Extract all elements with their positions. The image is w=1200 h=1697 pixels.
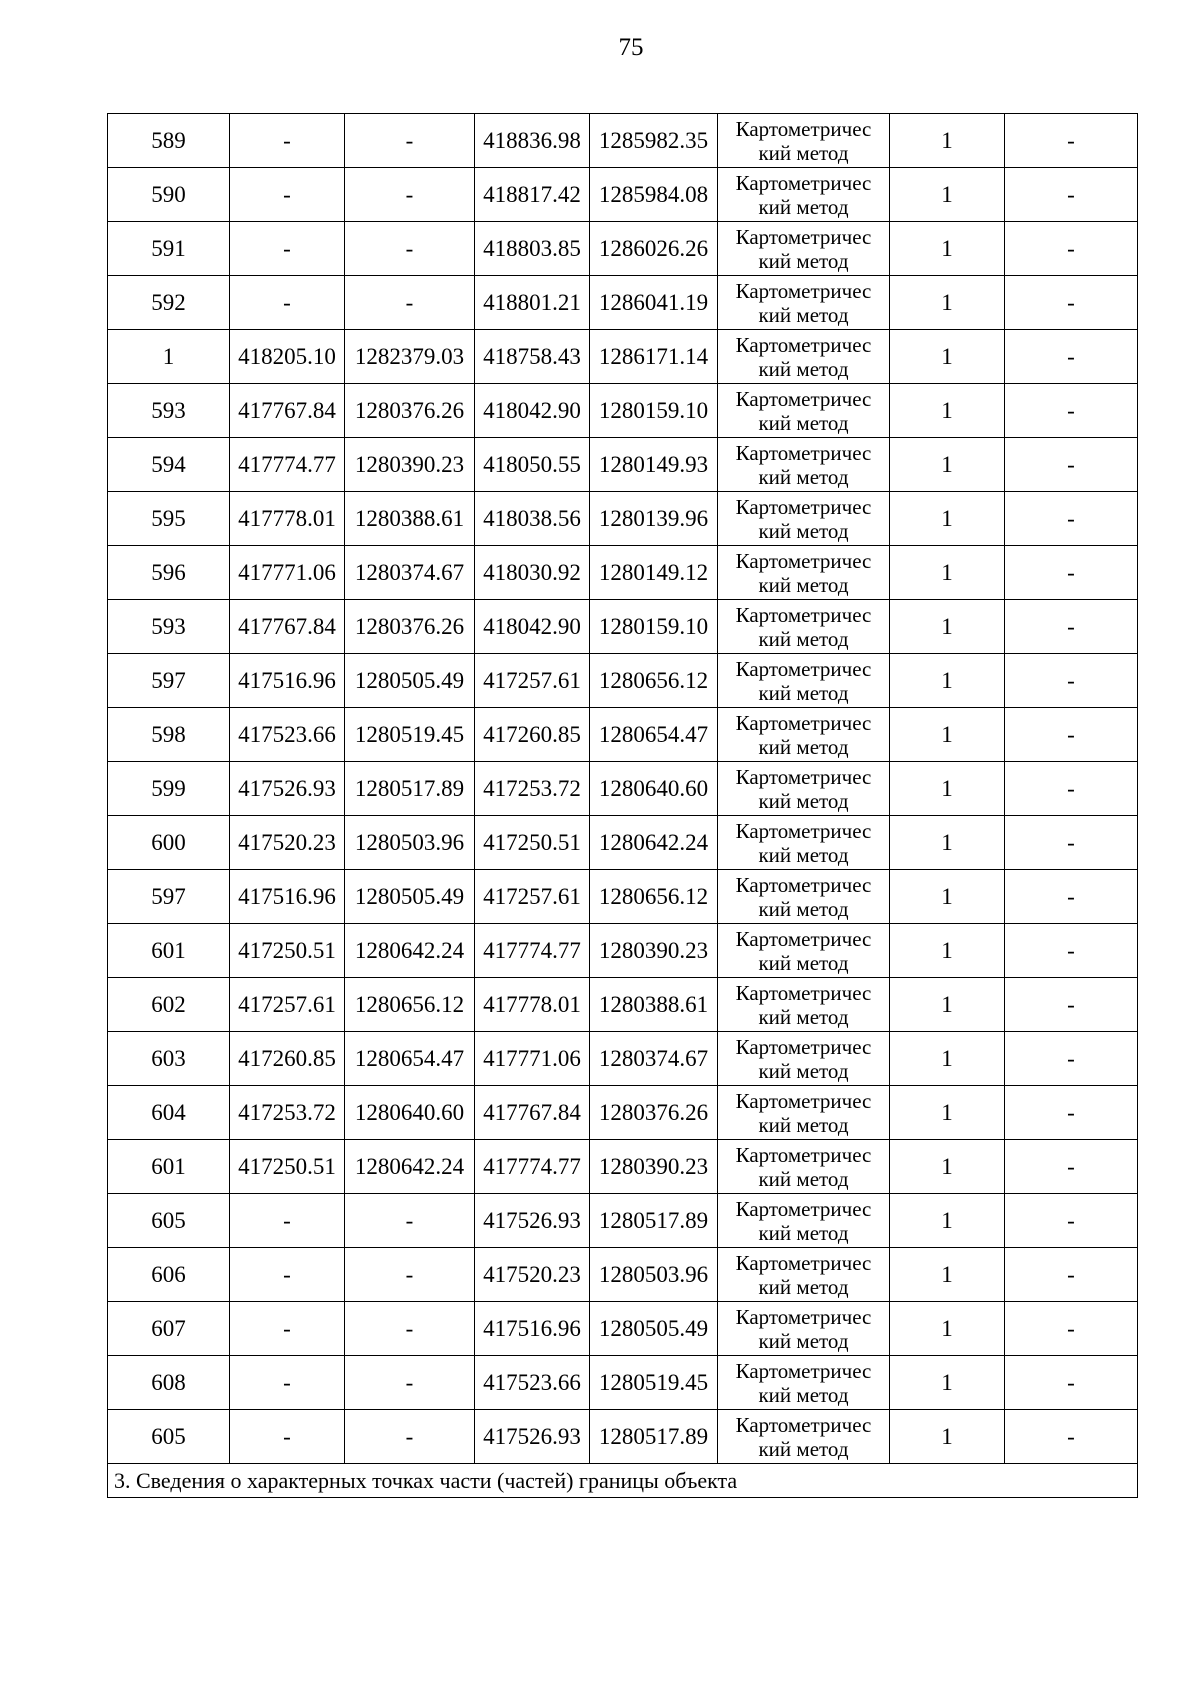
- old-x-cell: 417774.77: [230, 438, 345, 492]
- method-line-2: кий метод: [758, 680, 849, 705]
- method-line-1: Картометричес: [735, 1088, 872, 1113]
- description-cell: -: [1005, 330, 1138, 384]
- new-y-cell: 1280149.12: [590, 546, 718, 600]
- accuracy-cell: 1: [890, 1194, 1005, 1248]
- method-cell: [718, 114, 890, 168]
- old-x-cell: -: [230, 168, 345, 222]
- old-x-cell: 417257.61: [230, 978, 345, 1032]
- new-x-cell: 418042.90: [475, 600, 590, 654]
- old-x-cell: 417526.93: [230, 762, 345, 816]
- old-y-cell: 1280654.47: [345, 1032, 475, 1086]
- method-line-1: Картометричес: [735, 1250, 872, 1275]
- method-line-2: кий метод: [758, 410, 849, 435]
- method-line-1: Картометричес: [735, 872, 872, 897]
- new-y-cell: 1286041.19: [590, 276, 718, 330]
- new-x-cell: 417526.93: [475, 1194, 590, 1248]
- new-y-cell: 1280159.10: [590, 600, 718, 654]
- point-number-cell: 598: [108, 708, 230, 762]
- new-x-cell: 417257.61: [475, 654, 590, 708]
- new-x-cell: 417767.84: [475, 1086, 590, 1140]
- method-line-1: Картометричес: [735, 494, 872, 519]
- new-x-cell: 418801.21: [475, 276, 590, 330]
- new-x-cell: 418836.98: [475, 114, 590, 168]
- method-line-1: Картометричес: [735, 116, 872, 141]
- description-cell: -: [1005, 600, 1138, 654]
- old-x-cell: -: [230, 1248, 345, 1302]
- old-y-cell: 1280503.96: [345, 816, 475, 870]
- accuracy-cell: 1: [890, 1302, 1005, 1356]
- method-line-1: Картометричес: [735, 224, 872, 249]
- new-x-cell: 417520.23: [475, 1248, 590, 1302]
- method-cell: [718, 600, 890, 654]
- method-cell: [718, 654, 890, 708]
- point-number-cell: 600: [108, 816, 230, 870]
- point-number-cell: 1: [108, 330, 230, 384]
- method-line-1: Картометричес: [735, 602, 872, 627]
- description-cell: -: [1005, 1356, 1138, 1410]
- method-cell: [718, 1140, 890, 1194]
- old-y-cell: 1280505.49: [345, 870, 475, 924]
- description-cell: -: [1005, 438, 1138, 492]
- method-line-2: кий метод: [758, 248, 849, 273]
- method-line-1: Картометричес: [735, 710, 872, 735]
- accuracy-cell: 1: [890, 762, 1005, 816]
- method-line-2: кий метод: [758, 896, 849, 921]
- method-line-1: Картометричес: [735, 764, 872, 789]
- description-cell: -: [1005, 762, 1138, 816]
- accuracy-cell: 1: [890, 384, 1005, 438]
- method-cell: [718, 330, 890, 384]
- accuracy-cell: 1: [890, 1410, 1005, 1464]
- table-row: [108, 114, 1138, 168]
- method-line-1: Картометричес: [735, 548, 872, 573]
- old-x-cell: 417520.23: [230, 816, 345, 870]
- description-cell: -: [1005, 1410, 1138, 1464]
- accuracy-cell: 1: [890, 492, 1005, 546]
- page-number: 75: [618, 34, 644, 61]
- method-cell: [718, 168, 890, 222]
- accuracy-cell: 1: [890, 222, 1005, 276]
- new-x-cell: 418803.85: [475, 222, 590, 276]
- new-x-cell: 417774.77: [475, 1140, 590, 1194]
- new-x-cell: 417516.96: [475, 1302, 590, 1356]
- accuracy-cell: 1: [890, 870, 1005, 924]
- method-line-1: Картометричес: [735, 386, 872, 411]
- method-cell: [718, 1194, 890, 1248]
- point-number-cell: 593: [108, 600, 230, 654]
- method-line-1: Картометричес: [735, 1142, 872, 1167]
- point-number-cell: 591: [108, 222, 230, 276]
- description-cell: -: [1005, 492, 1138, 546]
- new-y-cell: 1286171.14: [590, 330, 718, 384]
- old-y-cell: 1280642.24: [345, 924, 475, 978]
- description-cell: -: [1005, 1032, 1138, 1086]
- method-cell: [718, 762, 890, 816]
- old-y-cell: -: [345, 168, 475, 222]
- method-line-2: кий метод: [758, 1166, 849, 1191]
- table-row: [108, 1140, 1138, 1194]
- description-cell: -: [1005, 384, 1138, 438]
- new-y-cell: 1280640.60: [590, 762, 718, 816]
- method-line-2: кий метод: [758, 1328, 849, 1353]
- accuracy-cell: 1: [890, 1356, 1005, 1410]
- old-x-cell: 417250.51: [230, 924, 345, 978]
- description-cell: -: [1005, 276, 1138, 330]
- accuracy-cell: 1: [890, 978, 1005, 1032]
- description-cell: -: [1005, 222, 1138, 276]
- point-number-cell: 605: [108, 1410, 230, 1464]
- old-y-cell: 1280390.23: [345, 438, 475, 492]
- new-x-cell: 417523.66: [475, 1356, 590, 1410]
- table-row: [108, 1086, 1138, 1140]
- description-cell: -: [1005, 708, 1138, 762]
- accuracy-cell: 1: [890, 330, 1005, 384]
- method-cell: [718, 870, 890, 924]
- method-line-1: Картометричес: [735, 1304, 872, 1329]
- method-line-2: кий метод: [758, 1382, 849, 1407]
- table-row: [108, 384, 1138, 438]
- accuracy-cell: 1: [890, 600, 1005, 654]
- new-y-cell: 1280390.23: [590, 1140, 718, 1194]
- description-cell: -: [1005, 978, 1138, 1032]
- new-y-cell: 1280159.10: [590, 384, 718, 438]
- coordinates-table: [107, 113, 1138, 1498]
- old-y-cell: 1280640.60: [345, 1086, 475, 1140]
- table-row: [108, 222, 1138, 276]
- point-number-cell: 603: [108, 1032, 230, 1086]
- old-x-cell: 417516.96: [230, 654, 345, 708]
- method-line-1: Картометричес: [735, 170, 872, 195]
- accuracy-cell: 1: [890, 1086, 1005, 1140]
- point-number-cell: 607: [108, 1302, 230, 1356]
- method-line-2: кий метод: [758, 842, 849, 867]
- old-y-cell: 1280388.61: [345, 492, 475, 546]
- point-number-cell: 592: [108, 276, 230, 330]
- method-cell: [718, 546, 890, 600]
- point-number-cell: 597: [108, 654, 230, 708]
- method-line-1: Картометричес: [735, 980, 872, 1005]
- method-line-2: кий метод: [758, 140, 849, 165]
- old-y-cell: 1282379.03: [345, 330, 475, 384]
- accuracy-cell: 1: [890, 654, 1005, 708]
- method-line-2: кий метод: [758, 1112, 849, 1137]
- method-cell: [718, 1302, 890, 1356]
- new-x-cell: 417774.77: [475, 924, 590, 978]
- accuracy-cell: 1: [890, 546, 1005, 600]
- old-y-cell: -: [345, 1248, 475, 1302]
- table-row: [108, 870, 1138, 924]
- old-y-cell: 1280519.45: [345, 708, 475, 762]
- method-cell: [718, 708, 890, 762]
- table-row: [108, 978, 1138, 1032]
- table-row: [108, 492, 1138, 546]
- method-line-2: кий метод: [758, 1004, 849, 1029]
- new-y-cell: 1280390.23: [590, 924, 718, 978]
- old-y-cell: 1280376.26: [345, 600, 475, 654]
- description-cell: -: [1005, 924, 1138, 978]
- table-row: [108, 1194, 1138, 1248]
- method-cell: [718, 1410, 890, 1464]
- method-line-2: кий метод: [758, 1058, 849, 1083]
- point-number-cell: 608: [108, 1356, 230, 1410]
- table-row: [108, 330, 1138, 384]
- point-number-cell: 605: [108, 1194, 230, 1248]
- point-number-cell: 597: [108, 870, 230, 924]
- accuracy-cell: 1: [890, 114, 1005, 168]
- method-line-2: кий метод: [758, 518, 849, 543]
- table-row: [108, 168, 1138, 222]
- table-row: [108, 708, 1138, 762]
- old-y-cell: -: [345, 222, 475, 276]
- accuracy-cell: 1: [890, 1140, 1005, 1194]
- old-x-cell: -: [230, 222, 345, 276]
- point-number-cell: 601: [108, 924, 230, 978]
- method-cell: [718, 978, 890, 1032]
- description-cell: -: [1005, 1302, 1138, 1356]
- new-y-cell: 1280503.96: [590, 1248, 718, 1302]
- old-x-cell: -: [230, 1302, 345, 1356]
- method-cell: [718, 1248, 890, 1302]
- new-x-cell: 417253.72: [475, 762, 590, 816]
- new-x-cell: 418030.92: [475, 546, 590, 600]
- old-x-cell: 417253.72: [230, 1086, 345, 1140]
- accuracy-cell: 1: [890, 924, 1005, 978]
- point-number-cell: 594: [108, 438, 230, 492]
- point-number-cell: 596: [108, 546, 230, 600]
- table-row: [108, 276, 1138, 330]
- method-line-1: Картометричес: [735, 440, 872, 465]
- old-y-cell: 1280376.26: [345, 384, 475, 438]
- old-x-cell: 417771.06: [230, 546, 345, 600]
- new-y-cell: 1280388.61: [590, 978, 718, 1032]
- old-x-cell: -: [230, 276, 345, 330]
- old-x-cell: -: [230, 1410, 345, 1464]
- point-number-cell: 599: [108, 762, 230, 816]
- old-x-cell: 417260.85: [230, 1032, 345, 1086]
- method-line-2: кий метод: [758, 302, 849, 327]
- new-y-cell: 1280374.67: [590, 1032, 718, 1086]
- point-number-cell: 606: [108, 1248, 230, 1302]
- old-x-cell: 417778.01: [230, 492, 345, 546]
- description-cell: -: [1005, 168, 1138, 222]
- old-x-cell: -: [230, 1356, 345, 1410]
- table-row: [108, 546, 1138, 600]
- old-x-cell: 417516.96: [230, 870, 345, 924]
- new-x-cell: 418758.43: [475, 330, 590, 384]
- table-row: [108, 816, 1138, 870]
- accuracy-cell: 1: [890, 438, 1005, 492]
- method-line-2: кий метод: [758, 1274, 849, 1299]
- accuracy-cell: 1: [890, 1032, 1005, 1086]
- new-y-cell: 1280149.93: [590, 438, 718, 492]
- new-y-cell: 1285984.08: [590, 168, 718, 222]
- method-line-1: Картометричес: [735, 1034, 872, 1059]
- method-cell: [718, 276, 890, 330]
- table-row: [108, 1032, 1138, 1086]
- old-y-cell: 1280656.12: [345, 978, 475, 1032]
- point-number-cell: 590: [108, 168, 230, 222]
- accuracy-cell: 1: [890, 1248, 1005, 1302]
- old-x-cell: 418205.10: [230, 330, 345, 384]
- description-cell: -: [1005, 654, 1138, 708]
- method-line-1: Картометричес: [735, 926, 872, 951]
- new-y-cell: 1280654.47: [590, 708, 718, 762]
- new-x-cell: 418817.42: [475, 168, 590, 222]
- old-y-cell: 1280642.24: [345, 1140, 475, 1194]
- method-line-1: Картометричес: [735, 332, 872, 357]
- new-y-cell: 1285982.35: [590, 114, 718, 168]
- description-cell: -: [1005, 870, 1138, 924]
- method-line-2: кий метод: [758, 572, 849, 597]
- method-line-1: Картометричес: [735, 1358, 872, 1383]
- method-cell: [718, 924, 890, 978]
- method-cell: [718, 816, 890, 870]
- method-cell: [718, 222, 890, 276]
- new-y-cell: 1280519.45: [590, 1356, 718, 1410]
- description-cell: -: [1005, 1194, 1138, 1248]
- new-y-cell: 1280505.49: [590, 1302, 718, 1356]
- new-x-cell: 417526.93: [475, 1410, 590, 1464]
- method-line-1: Картометричес: [735, 818, 872, 843]
- old-x-cell: 417767.84: [230, 384, 345, 438]
- new-x-cell: 417250.51: [475, 816, 590, 870]
- accuracy-cell: 1: [890, 168, 1005, 222]
- method-cell: [718, 1356, 890, 1410]
- method-line-2: кий метод: [758, 194, 849, 219]
- table-row: [108, 1356, 1138, 1410]
- method-line-2: кий метод: [758, 356, 849, 381]
- point-number-cell: 589: [108, 114, 230, 168]
- table-row: [108, 762, 1138, 816]
- point-number-cell: 604: [108, 1086, 230, 1140]
- new-y-cell: 1280642.24: [590, 816, 718, 870]
- new-y-cell: 1280656.12: [590, 870, 718, 924]
- old-y-cell: -: [345, 114, 475, 168]
- new-x-cell: 418042.90: [475, 384, 590, 438]
- accuracy-cell: 1: [890, 708, 1005, 762]
- old-y-cell: -: [345, 1356, 475, 1410]
- method-line-2: кий метод: [758, 734, 849, 759]
- old-x-cell: -: [230, 114, 345, 168]
- old-y-cell: 1280505.49: [345, 654, 475, 708]
- table-row: [108, 924, 1138, 978]
- description-cell: -: [1005, 1140, 1138, 1194]
- method-line-2: кий метод: [758, 1220, 849, 1245]
- point-number-cell: 593: [108, 384, 230, 438]
- accuracy-cell: 1: [890, 816, 1005, 870]
- method-line-1: Картометричес: [735, 1412, 872, 1437]
- old-y-cell: 1280374.67: [345, 546, 475, 600]
- method-line-2: кий метод: [758, 950, 849, 975]
- new-x-cell: 418038.56: [475, 492, 590, 546]
- old-x-cell: 417767.84: [230, 600, 345, 654]
- method-line-1: Картометричес: [735, 656, 872, 681]
- new-y-cell: 1280517.89: [590, 1194, 718, 1248]
- method-line-2: кий метод: [758, 464, 849, 489]
- method-cell: [718, 438, 890, 492]
- section-heading: 3. Сведения о характерных точках части (частей) границы объекта: [108, 1464, 1138, 1498]
- table-row: [108, 438, 1138, 492]
- new-y-cell: 1280139.96: [590, 492, 718, 546]
- method-line-1: Картометричес: [735, 278, 872, 303]
- description-cell: -: [1005, 546, 1138, 600]
- old-y-cell: 1280517.89: [345, 762, 475, 816]
- old-x-cell: -: [230, 1194, 345, 1248]
- description-cell: -: [1005, 1248, 1138, 1302]
- table-row: [108, 1248, 1138, 1302]
- method-line-2: кий метод: [758, 626, 849, 651]
- table-row: [108, 1302, 1138, 1356]
- new-x-cell: 417260.85: [475, 708, 590, 762]
- description-cell: -: [1005, 816, 1138, 870]
- new-y-cell: 1280376.26: [590, 1086, 718, 1140]
- old-x-cell: 417523.66: [230, 708, 345, 762]
- new-x-cell: 417257.61: [475, 870, 590, 924]
- new-x-cell: 417771.06: [475, 1032, 590, 1086]
- new-x-cell: 417778.01: [475, 978, 590, 1032]
- point-number-cell: 601: [108, 1140, 230, 1194]
- table-row: [108, 1410, 1138, 1464]
- old-y-cell: -: [345, 1194, 475, 1248]
- new-x-cell: 418050.55: [475, 438, 590, 492]
- method-line-2: кий метод: [758, 1436, 849, 1461]
- method-cell: [718, 492, 890, 546]
- method-line-2: кий метод: [758, 788, 849, 813]
- method-cell: [718, 384, 890, 438]
- description-cell: -: [1005, 1086, 1138, 1140]
- new-y-cell: 1286026.26: [590, 222, 718, 276]
- table-row: [108, 654, 1138, 708]
- new-y-cell: 1280656.12: [590, 654, 718, 708]
- method-cell: [718, 1086, 890, 1140]
- point-number-cell: 602: [108, 978, 230, 1032]
- old-x-cell: 417250.51: [230, 1140, 345, 1194]
- description-cell: -: [1005, 114, 1138, 168]
- point-number-cell: 595: [108, 492, 230, 546]
- old-y-cell: -: [345, 1302, 475, 1356]
- old-y-cell: -: [345, 1410, 475, 1464]
- old-y-cell: -: [345, 276, 475, 330]
- accuracy-cell: 1: [890, 276, 1005, 330]
- section-row: [108, 1464, 1138, 1498]
- method-cell: [718, 1032, 890, 1086]
- method-line-1: Картометричес: [735, 1196, 872, 1221]
- new-y-cell: 1280517.89: [590, 1410, 718, 1464]
- table-row: [108, 600, 1138, 654]
